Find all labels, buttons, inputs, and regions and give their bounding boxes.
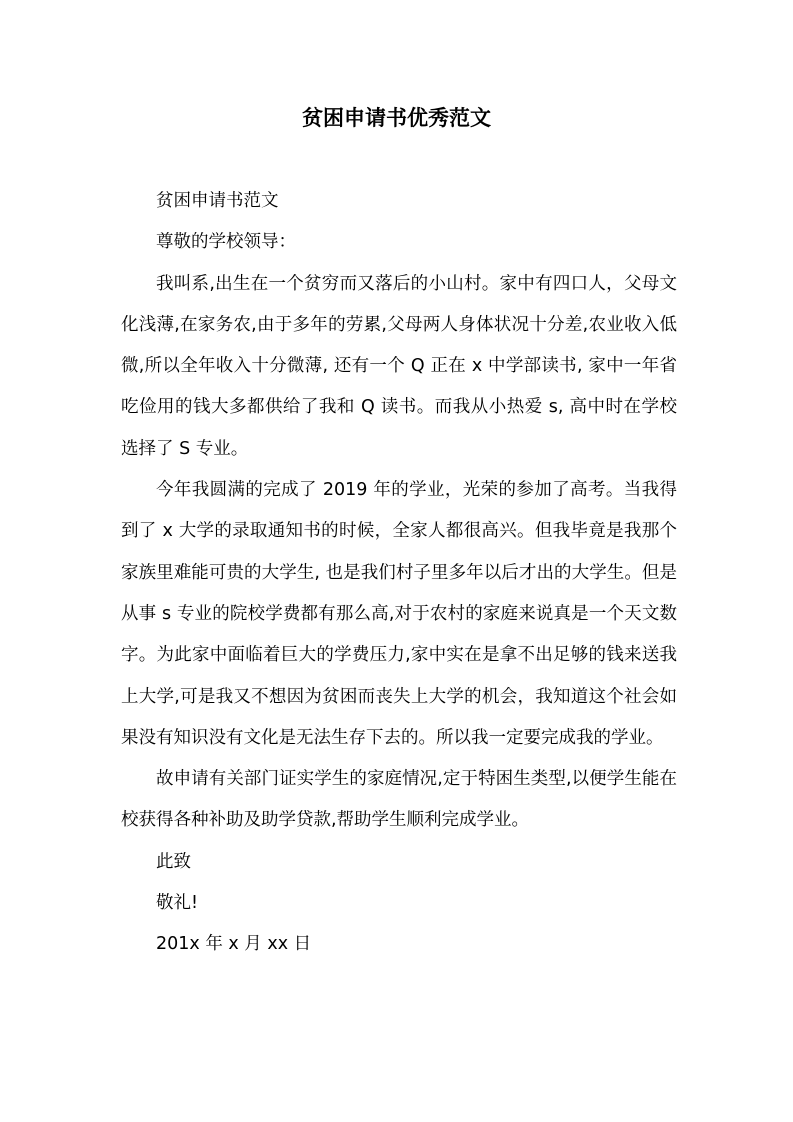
document-title: 贫困申请书优秀范文 [302, 106, 491, 130]
document-body [121, 181, 677, 966]
paragraph-heading: 贫困申请书范文 [156, 191, 279, 211]
paragraph-salutation: 尊敬的学校领导： [156, 232, 296, 253]
paragraph-family-background: 我叫系,出生在一个贫穷而又落后的小山村。家中有四口人，父母文化浅薄,在家务农,由于多年的劳累,父母两人身体状况十分差,农业收入低微,所以全年收入十分微薄, 还有一个 Q 正在 x 中学部读书, 家中一年省吃俭用的钱大多都供给了我和 Q 读书。而我从小热爱 s, 高中时在学校选择了 S 专业。 [121, 273, 677, 459]
paragraph-date: 201x 年 x 月 xx 日 [156, 934, 312, 955]
paragraph-admission: 今年我圆满的完成了 2019 年的学业，光荣的参加了高考。当我得到了 x 大学的录取通知书的时候，全家人都很高兴。但我毕竟是我那个家族里难能可贵的大学生, 也是我们村子里多年以后才出的大学生。但是从事 s 专业的院校学费都有那么高,对于农村的家庭来说真是一个天文数字。为此家中面临着巨大的学费压力,家中实在是拿不出足够的钱来送我上大学,可是我又不想因为贫困而丧失上大学的机会，我知道这个社会如果没有知识没有文化是无法生存下去的。所以我一定要完成我的学业。 [121, 480, 677, 748]
paragraph-regards: 敬礼! [156, 893, 199, 914]
paragraph-closing: 此致 [156, 851, 191, 872]
paragraph-request: 故申请有关部门证实学生的家庭情况,定于特困生类型,以便学生能在校获得各种补助及助学贷款,帮助学生顺利完成学业。 [121, 769, 677, 831]
